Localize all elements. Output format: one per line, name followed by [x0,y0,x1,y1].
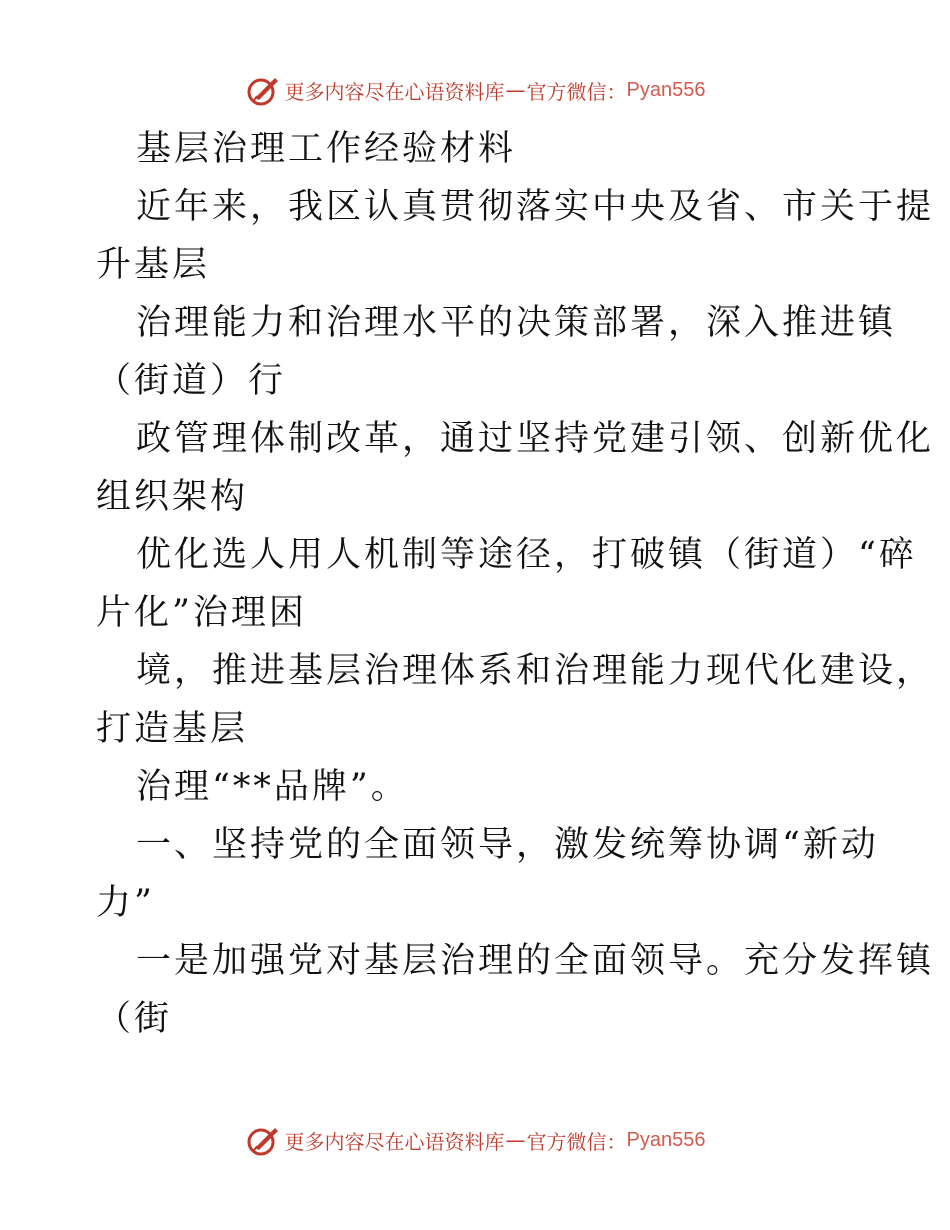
banner-contact-label: 官方微信： [526,79,627,104]
banner-contact-label: 官方微信： [526,1129,627,1154]
paragraph-line: 升基层 [96,245,211,285]
section-heading: 一、坚持党的全面领导，激发统筹协调“新动 [136,825,879,865]
paragraph-line: （街道）行 [96,361,287,401]
section-heading: 力” [96,883,155,923]
banner-wechat-id: Pyan556 [626,78,706,101]
paragraph-line: 境，推进基层治理体系和治理能力现代化建设， [136,651,935,691]
paragraph-line: 优化选人用人机制等途径，打破镇（街道）“碎 [136,535,917,575]
banner-site-text: 更多内容尽在心语资料库 [284,1129,505,1154]
document-title: 基层治理工作经验材料 [136,129,517,169]
banner-separator: — [505,78,526,102]
paragraph-line: 治理“**品牌”。 [136,767,409,807]
banner-separator: — [505,1128,526,1152]
banner-wechat-id: Pyan556 [626,1128,706,1151]
header-banner [0,70,950,110]
paragraph-line: 近年来，我区认真贯彻落实中央及省、市关于提 [136,187,935,227]
paragraph-line: 打造基层 [96,709,249,749]
quill-logo-icon [245,1122,281,1158]
paragraph-line: 组织架构 [96,477,249,517]
paragraph-line: 一是加强党对基层治理的全面领导。充分发挥镇 [136,941,935,981]
quill-logo-icon [245,72,281,108]
paragraph-line: 政管理体制改革，通过坚持党建引领、创新优化 [136,419,935,459]
paragraph-line: （街 [96,999,173,1039]
footer-banner [0,1120,950,1160]
paragraph-line: 片化”治理困 [96,593,307,633]
banner-site-text: 更多内容尽在心语资料库 [284,79,505,104]
document-body [96,120,935,1048]
paragraph-line: 治理能力和治理水平的决策部署，深入推进镇 [136,303,897,343]
